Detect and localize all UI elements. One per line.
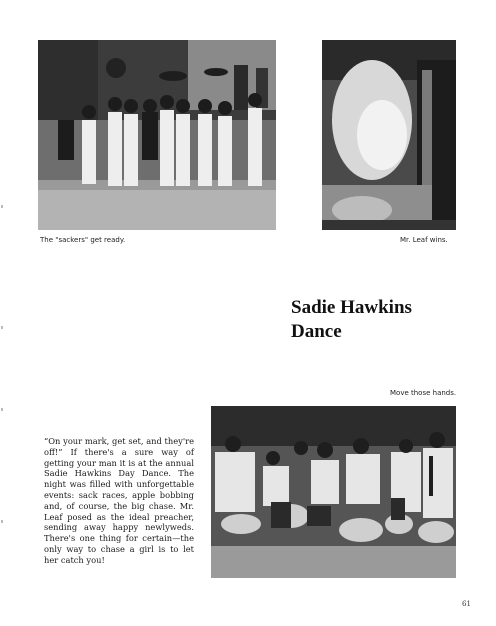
caption-move-hands: Move those hands.	[390, 389, 457, 397]
page-number: 61	[462, 600, 471, 608]
edge-mark	[1, 326, 3, 329]
edge-mark	[1, 205, 3, 208]
edge-mark	[1, 520, 3, 523]
caption-sackers: The "sackers" get ready.	[40, 236, 126, 244]
article-body: “On your mark, get set, and they're off!” If there's a sure way of getting your man it is at the annual Sadie Hawkins Day Dance. The night was filled with unforgettable events: sack races, apple bobbing and, of course, the big chase. Mr. Leaf posed as the ideal preacher, sending away happy newlyweds. There's one thing for certain—the only way to chase a girl is to let her catch you!	[44, 436, 194, 565]
photo-mr-leaf	[322, 40, 456, 230]
caption-mr-leaf: Mr. Leaf wins.	[400, 236, 448, 244]
title-line-2: Dance	[291, 321, 342, 342]
edge-mark	[1, 408, 3, 411]
photo-sackers	[38, 40, 276, 230]
title-line-1: Sadie Hawkins	[291, 297, 412, 318]
photo-move-hands	[211, 406, 456, 578]
page-title	[291, 296, 412, 344]
